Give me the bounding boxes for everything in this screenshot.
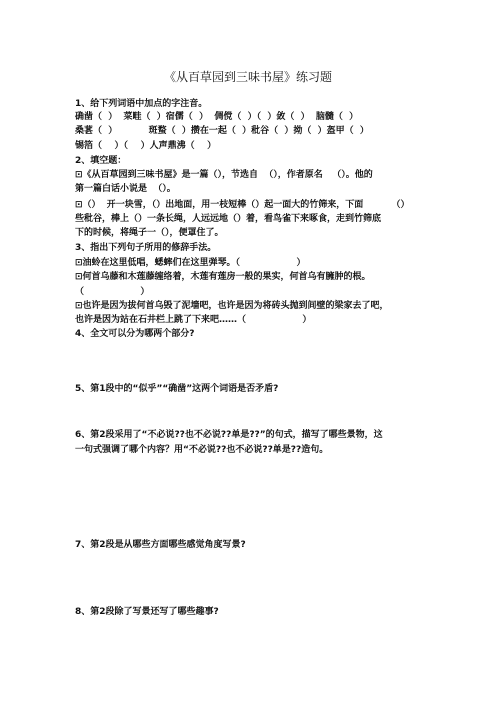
q2-item1-line2: 第一篇白话小说是 （）。	[75, 184, 176, 194]
q7-question: 7、第2段是从哪些方面哪些感觉角度写景?	[75, 540, 246, 550]
q3-item2-line2: （ ）	[75, 287, 150, 297]
q3-item2-line1: ⊡何首乌藤和木莲藤缠络着，木莲有莲房一般的果实，何首乌有臃肿的根。	[75, 272, 371, 282]
q3-item1: ⊡油蛉在这里低唱，蟋蟀们在这里弹琴。（ ）	[75, 258, 306, 268]
worksheet-title: 《从百草园到三味书屋》练习题	[163, 70, 332, 84]
q3-heading: 3、指出下列句子所用的修辞手法。	[75, 243, 217, 253]
q1-row3: 锡箔（ ）（ ）人声鼎沸（ ）	[75, 141, 217, 151]
q2-item1-line1: ⊡《从百草园到三味书屋》是一篇（），节选自 （），作者原名 （）。他的	[75, 170, 373, 180]
q2-item2-line3: 下的时候，将绳子一（），便罩住了。	[75, 228, 224, 238]
q3-item3-line1: ⊡也许是因为拔何首乌毁了泥墙吧，也许是因为将砖头抛到间壁的梁家去了吧，	[75, 301, 389, 311]
q2-heading: 2、填空题：	[75, 156, 127, 166]
q1-heading: 1、给下列词语中加点的字注音。	[75, 99, 208, 109]
q5-question: 5、第1段中的“似乎”“确凿”这两个词语是否矛盾?	[75, 384, 279, 394]
q2-item2-line2: 些秕谷，棒上（）一条长绳，人远远地（）着，看鸟雀下来啄食，走到竹筛底	[75, 214, 382, 224]
q3-item3-line2: 也许是因为站在石井栏上跳了下来吧……（ ）	[75, 315, 312, 325]
q1-row2: 桑葚（ ） 斑蝥（ ）攒在一起（ ）秕谷（ ）拗（ ）盔甲（ ）	[75, 126, 369, 136]
q2-item2-line1: ⊡（） 开一块雪，（）出地面，用一枝短棒（）起一面大的竹筛来，下面 （）	[75, 200, 410, 210]
q1-row1: 确凿（ ） 菜畦（ ）宿儒（ ） 倜傥（ ）（ ）敛（ ） 脑髓（ ）	[75, 112, 359, 122]
q6-line1: 6、第2段采用了“不必说??也不必说??单是??”的句式，描写了哪些景物，这	[75, 430, 383, 440]
q4-question: 4、全文可以分为哪两个部分?	[75, 329, 195, 339]
q6-line2: 一句式强调了哪个内容？用“不必说??也不必说??单是??造句。	[75, 445, 329, 455]
q8-question: 8、第2段除了写景还写了哪些趣事?	[75, 607, 219, 617]
